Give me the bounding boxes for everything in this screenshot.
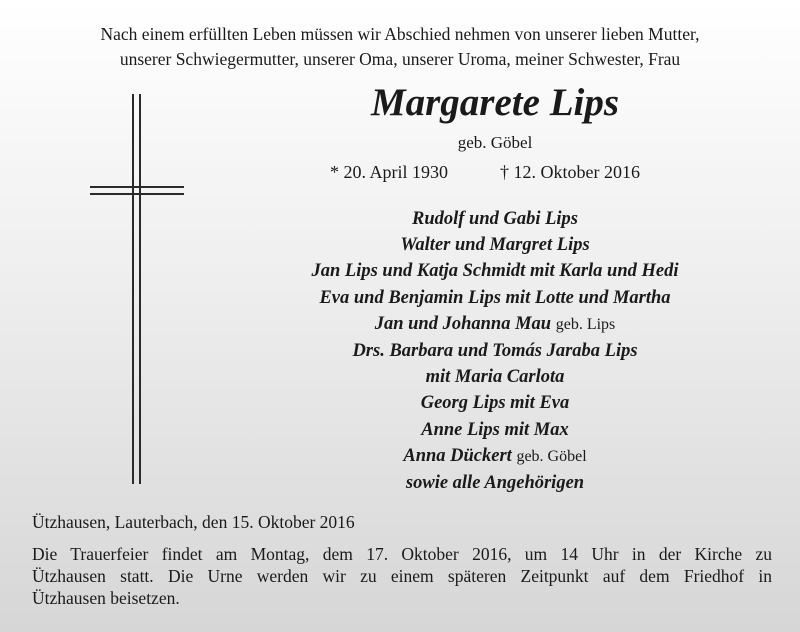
mourner-row [240,417,750,443]
mourner-row [240,364,750,390]
mourners-list [240,206,750,496]
intro-line: unserer Schwiegermutter, unserer Oma, unserer Uroma, meiner Schwester, Frau [119,49,681,69]
mourner-row [240,470,750,496]
mourner-row [240,258,750,284]
mourner-name: Anne Lips mit Max [421,419,569,440]
mourner-name: Drs. Barbara und Tomás Jaraba Lips [352,341,638,362]
mourner-name: Jan Lips und Katja Schmidt mit Karla und Hedi [311,261,679,282]
mourner-name: Eva und Benjamin Lips mit Lotte und Martha [319,287,671,308]
maiden-name: geb. Göbel [457,133,533,152]
mourner-row [240,206,750,232]
funeral-line: Ützhausen statt. Die Urne werden wir zu einem späteren Zeitpunkt auf dem Friedhof in [32,566,772,586]
mourner-name: Anna Dückert [403,445,512,466]
deceased-name: Margarete Lips [370,81,620,124]
mourner-row [240,443,750,470]
mourner-name: Rudolf und Gabi Lips [411,209,579,229]
cross-icon [90,94,184,484]
intro-text [0,22,800,72]
mourner-name: mit Maria Carlota [425,367,565,388]
funeral-line: Ützhausen beisetzen. [32,588,180,608]
mourner-note: geb. Göbel [516,447,587,465]
mourner-note: geb. Lips [555,315,616,333]
place-date: Ützhausen, Lauterbach, den 15. Oktober 2016 [32,512,355,532]
death-date: † 12. Oktober 2016 [500,162,640,182]
mourner-name: Jan und Johanna Mau [374,313,552,334]
intro-line: Nach einem erfüllten Leben müssen wir Abschied nehmen von unserer lieben Mutter, [100,24,700,44]
funeral-notice [32,543,772,609]
mourner-row [240,390,750,416]
mourner-row [240,232,750,258]
birth-date: * 20. April 1930 [330,162,449,182]
mourner-row [240,311,750,338]
mourner-name: Walter und Margret Lips [400,235,590,256]
mourner-name: sowie alle Angehörigen [405,473,585,494]
mourner-row [240,338,750,364]
mourner-row [240,285,750,311]
mourner-name: Georg Lips mit Eva [420,393,570,414]
funeral-line: Die Trauerfeier findet am Montag, dem 17. Oktober 2016, um 14 Uhr in der Kirche zu [32,544,772,564]
